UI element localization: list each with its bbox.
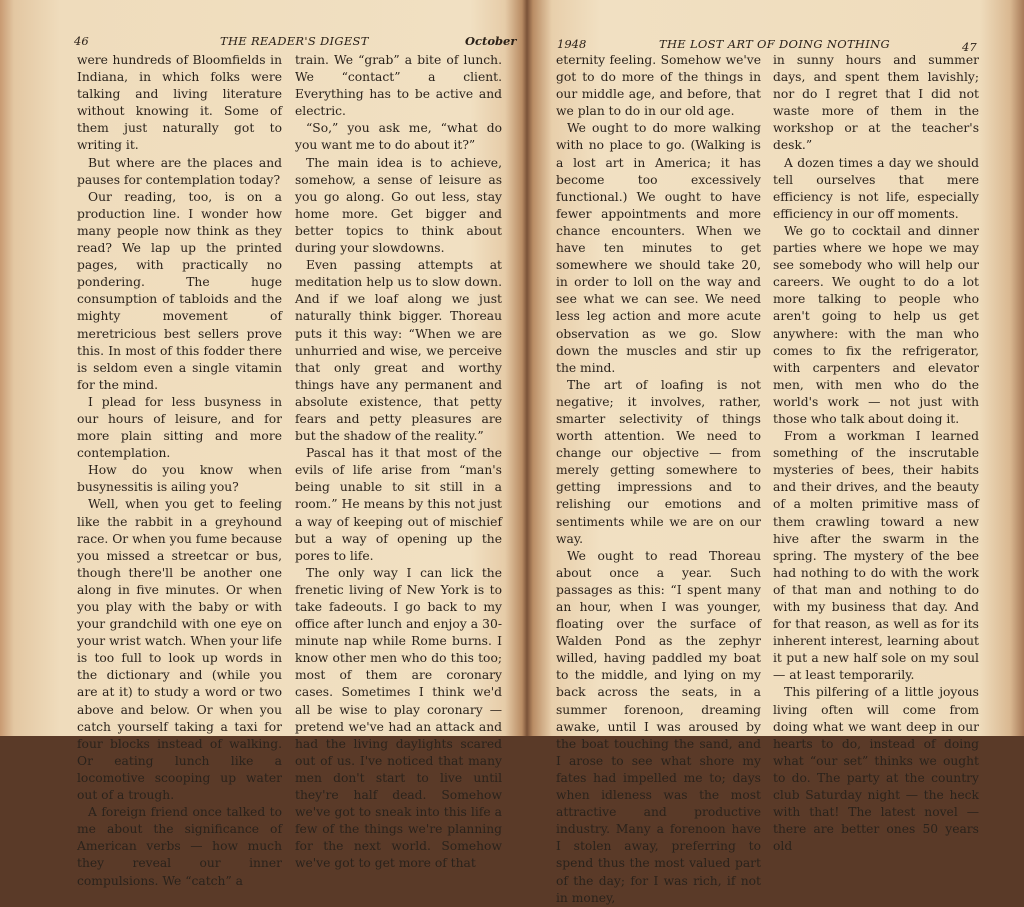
- paragraph: Our reading, too, is on a production line. I wonder how many people now think as they read? We lap up the printed pages, with practically no pondering. The huge consumption of tabloids and the mighty movement of meretricious best sellers prove this. In most of this fodder there is seldom even a single vitamin for the mind.: [77, 189, 282, 392]
- paragraph: We go to cocktail and dinner parties where we hope we may see somebody who will help our careers. We ought to do a lot more talking to people who aren't going to help us get anywhere: with the man who comes to fix the refrigerator, with carpenters and elevator men, with men who do the world's work — not just with those who talk about doing it.: [773, 223, 979, 426]
- paragraph: in sunny hours and summer days, and spent them lavishly; nor do I regret that I did not waste more of them in the workshop or at the teacher's desk.”: [773, 53, 979, 153]
- left-column-2: [295, 52, 502, 873]
- paragraph: A dozen times a day we should tell ourselves that mere efficiency is not life, especially efficiency in our off moments.: [773, 155, 979, 221]
- left-column-1: [77, 52, 282, 890]
- paragraph: We ought to read Thoreau about once a year. Such passages as this: “I spent many an hour, when I was younger, floating over the surface of Walden Pond as the zephyr willed, having paddled my boat to the middle, and lying on my back across the seats, in a summer forenoon, dreaming awake, until I was aroused by the boat touching the sand, and I arose to see what shore my fates had impelled me to; days when idleness was the most attractive and productive industry. Many a forenoon have I stolen away, preferring to spend thus the most valued part of the day; for I was rich, if not in money,: [556, 548, 761, 905]
- paragraph: eternity feeling. Somehow we've got to do more of the things in our middle age, and before, that we plan to do in our old age.: [556, 53, 761, 119]
- paragraph: This pilfering of a little joyous living often will come from doing what we want deep in our hearts to do, instead of doing what “our set” thinks we ought to do. The party at the country club Saturday night — the heck with that! The latest novel — there are better ones 50 years old: [773, 685, 979, 854]
- running-head-month: October: [465, 34, 517, 48]
- running-head-year: 1948: [557, 37, 587, 51]
- paragraph: “So,” you ask me, “what do you want me to do about it?”: [295, 121, 502, 153]
- right-column-2: [773, 52, 979, 855]
- paragraph: From a workman I learned something of the inscrutable mysteries of bees, their habits and their drives, and the beauty of a molten primitive mass of them crawling toward a new hive after the swarm in the spring. The mystery of the bee had nothing to do with the work of that man and nothing to do with my business that day. And for that reason, as well as for its inherent interest, learning about it put a new half sole on my soul — at least temporarily.: [773, 429, 979, 683]
- paragraph: I plead for less busyness in our hours of leisure, and for more plain sitting and more contemplation.: [77, 394, 282, 461]
- paragraph: But where are the places and pauses for contemplation today?: [77, 155, 282, 187]
- paragraph: The art of loafing is not negative; it involves, rather, smarter selectivity of things worth attention. We need to change our objective — from merely getting somewhere to getting impressions and to relishing our emotions and sentiments while we are on our way.: [556, 377, 761, 546]
- paragraph: A foreign friend once talked to me about the significance of American verbs — how much they reveal our inner compulsions. We “catch” a: [77, 805, 282, 888]
- right-column-1: [556, 52, 761, 907]
- paragraph: were hundreds of Bloomfields in Indiana, in which folks were talking and living literature without knowing it. Some of them just naturally got to writing it.: [77, 53, 282, 153]
- left-page-header: [0, 34, 524, 52]
- paragraph: How do you know when busynessitis is ailing you?: [77, 463, 282, 495]
- paragraph: The only way I can lick the frenetic living of New York is to take fadeouts. I go back to my office after lunch and enjoy a 30-minute nap while Rome burns. I know other men who do this too; most of them are coronary cases. Sometimes I think we'd all be wise to play coronary — pretend we've had an attack and had the living daylights scared out of us. I've noticed that many men don't start to live until they're half dead. Somehow we've got to sneak into this life a few of the things we're planning for the next world. Somehow we've got to get more of that: [295, 565, 502, 871]
- right-page: [527, 0, 1024, 905]
- paragraph: Well, when you get to feeling like the rabbit in a greyhound race. Or when you fume because you missed a streetcar or bus, though there'll be another one along in five minutes. Or when you play with the baby or with your grandchild with one eye on your wrist watch. When your life is too full to look up words in the dictionary and (while you are at it) to study a word or two above and below. Or when you catch yourself taking a taxi for four blocks instead of walking. Or eating lunch like a locomotive scooping up water out of a trough.: [77, 497, 282, 803]
- page-number: 46: [74, 34, 89, 48]
- paragraph: The main idea is to achieve, somehow, a sense of leisure as you go along. Go out less, stay home more. Get bigger and better topics to think about during your slowdowns.: [295, 155, 502, 256]
- paragraph: train. We “grab” a bite of lunch. We “contact” a client. Everything has to be active and electric.: [295, 53, 502, 119]
- paragraph: We ought to do more walking with no place to go. (Walking is a lost art in America; it has become too excessively functional.) We ought to have fewer appointments and more chance encounters. When we have ten minutes to get somewhere we should take 20, in order to loll on the way and see what we can see. We need less leg action and more acute observation as we go. Slow down the muscles and stir up the mind.: [556, 121, 761, 375]
- paragraph: Even passing attempts at meditation help us to slow down. And if we loaf along we just naturally think bigger. Thoreau puts it this way: “When we are unhurried and wise, we perceive that only great and worthy things have any permanent and absolute existence, that petty fears and petty pleasures are but the shadow of the reality.”: [295, 258, 502, 444]
- running-head: THE READER'S DIGEST: [220, 34, 369, 48]
- page-number: 47: [962, 40, 977, 54]
- paragraph: Pascal has it that most of the evils of life arise from “man's being unable to sit still in a room.” He means by this not just a way of keeping out of mischief but a way of opening up the pores to life.: [295, 446, 502, 563]
- running-head: THE LOST ART OF DOING NOTHING: [659, 37, 890, 51]
